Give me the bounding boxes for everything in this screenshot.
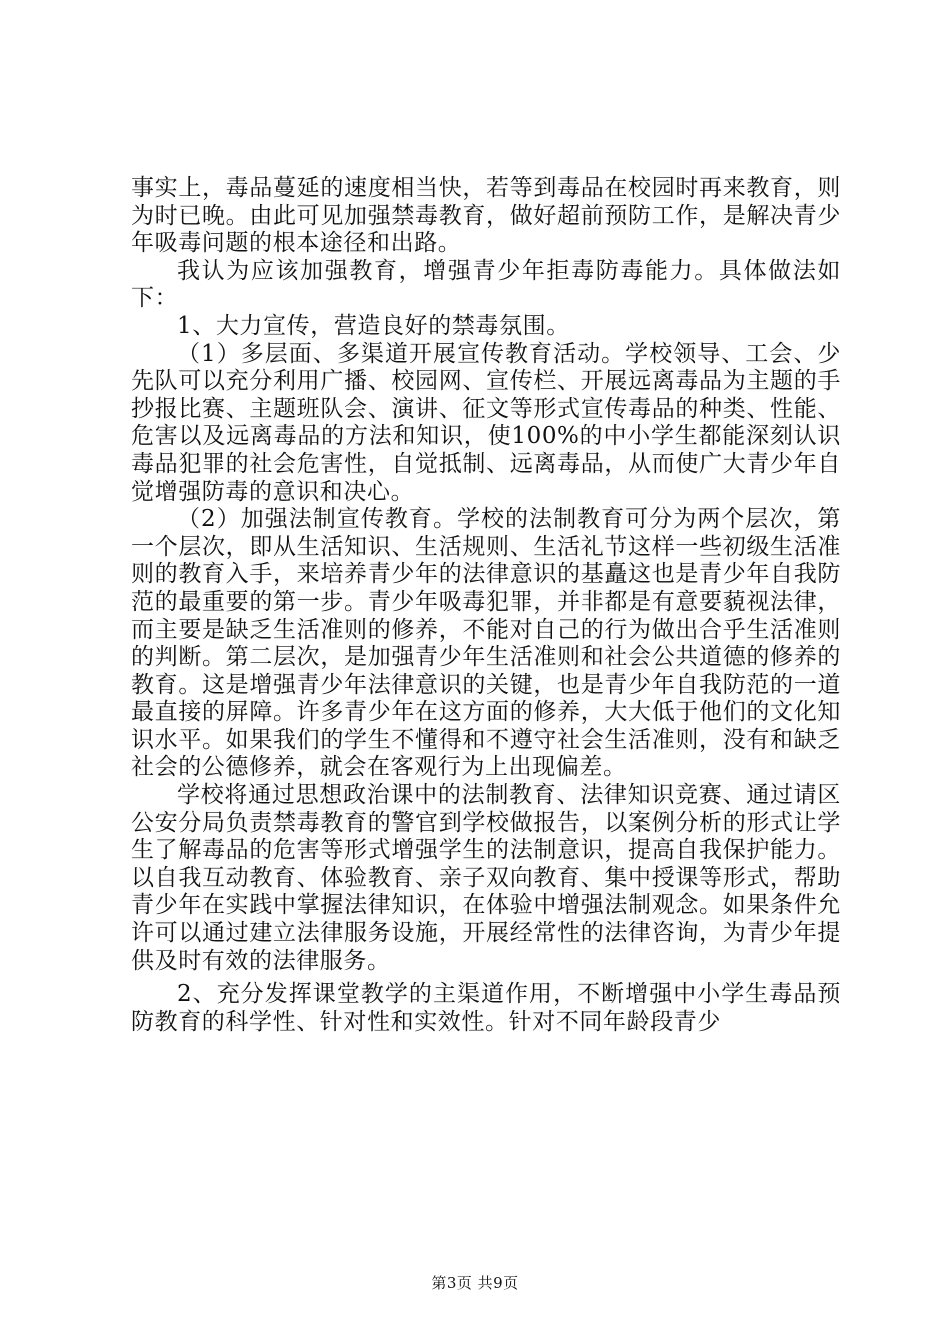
paragraph-item-1: （1）多层面、多渠道开展宣传教育活动。学校领导、工会、少先队可以充分利用广播、校园网、宣传栏、开展远离毒品为主题的手抄报比赛、主题班队会、演讲、征文等形式宣传毒品的种类、性能、危害以及远离毒品的方法和知识，使100%的中小学生都能深刻认识毒品犯罪的社会危害性，自觉抵制、远离毒品，从而使广大青少年自觉增强防毒的意识和决心。 xyxy=(131,340,841,505)
paragraph-school-plan: 学校将通过思想政治课中的法制教育、法律知识竞赛、通过请区公安分局负责禁毒教育的警官到学校做报告，以案例分析的形式让学生了解毒品的危害等形式增强学生的法制意识，提高自我保护能力。以自我互动教育、体验教育、亲子双向教育、集中授课等形式，帮助青少年在实践中掌握法律知识，在体验中增强法制观念。如果条件允许可以通过建立法律服务设施，开展经常性的法律咨询，为青少年提供及时有效的法律服务。 xyxy=(131,782,841,974)
paragraph-item-2: （2）加强法制宣传教育。学校的法制教育可分为两个层次，第一个层次，即从生活知识、生活规则、生活礼节这样一些初级生活准则的教育入手，来培养青少年的法律意识的基矗这也是青少年自我防范的最重要的第一步。青少年吸毒犯罪，并非都是有意要藐视法律，而主要是缺乏生活准则的修养，不能对自己的行为做出合乎生活准则的判断。第二层次，是加强青少年生活准则和社会公共道德的修养的教育。这是增强青少年法律意识的关键，也是青少年自我防范的一道最直接的屏障。许多青少年在这方面的修养，大大低于他们的文化知识水平。如果我们的学生不懂得和不遵守社会生活准则，没有和缺乏社会的公德修养，就会在客观行为上出现偏差。 xyxy=(131,506,841,781)
document-body xyxy=(131,175,841,1036)
paragraph-heading-1: 1、大力宣传，营造良好的禁毒氛围。 xyxy=(177,312,570,339)
paragraph-approach: 我认为应该加强教育，增强青少年拒毒防毒能力。具体做法如下： xyxy=(131,257,841,312)
paragraph-intro: 事实上，毒品蔓延的速度相当快，若等到毒品在校园时再来教育，则为时已晚。由此可见加强禁毒教育，做好超前预防工作，是解决青少年吸毒问题的根本途径和出路。 xyxy=(131,175,841,257)
page-footer: 第3页 共9页 xyxy=(431,1274,519,1292)
paragraph-heading-2: 2、充分发挥课堂教学的主渠道作用，不断增强中小学生毒品预防教育的科学性、针对性和实效性。针对不同年龄段青少 xyxy=(131,981,841,1035)
